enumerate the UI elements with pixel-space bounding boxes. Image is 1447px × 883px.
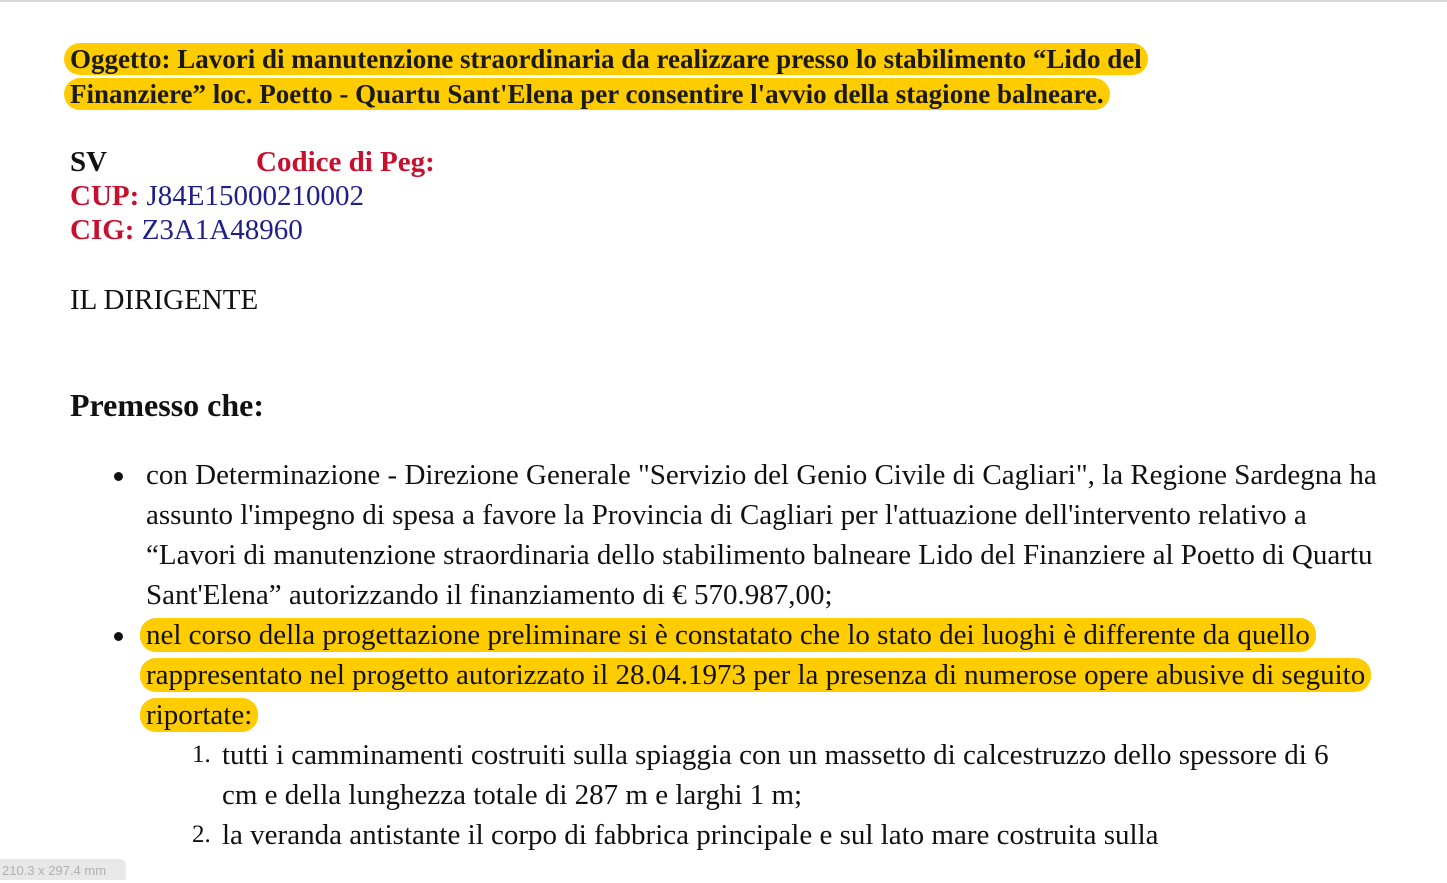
- dirigente-heading: IL DIRIGENTE: [70, 284, 259, 316]
- subject-highlight: [64, 43, 1148, 110]
- numbered-item-text: tutti i camminamenti costruiti sulla spiaggia con un massetto di calcestruzzo dello spessore di 6 cm e della lunghezza totale di 287 m e larghi 1 m;: [222, 739, 1329, 811]
- list-item: [146, 615, 1396, 735]
- list-item-text-highlighted: nel corso della progettazione preliminare si è constatato che lo stato dei luoghi è differente da quello rappresentato nel progetto autorizzato il 28.04.1973 per la presenza di numerose opere abusive di seguito riportate:: [140, 618, 1371, 732]
- subject-heading: [70, 42, 1330, 112]
- subject-line-2: Finanziere” loc. Poetto - Quartu Sant'Elena per consentire l'avvio della stagione balneare.: [70, 79, 1104, 109]
- numbered-item-number: 2.: [192, 821, 211, 848]
- page-size-indicator: 210.3 x 297.4 mm: [0, 859, 126, 880]
- numbered-item: [192, 735, 1362, 815]
- cig-row: [70, 213, 435, 247]
- premesso-heading: Premesso che:: [70, 387, 264, 423]
- sv-row: [70, 145, 435, 179]
- list-item-text: con Determinazione - Direzione Generale "Servizio del Genio Civile di Cagliari", la Regione Sardegna ha assunto l'impegno di spesa a favore la Provincia di Cagliari per l'attuazione dell'intervento relativo a “Lavori di manutenzione straordinaria dello stabilimento balneare Lido del Finanziere al Poetto di Quartu Sant'Elena” autorizzando il finanziamento di € 570.987,00;: [146, 459, 1377, 611]
- numbered-item-number: 1.: [192, 741, 211, 768]
- cig-label: CIG:: [70, 214, 135, 246]
- peg-label: Codice di Peg:: [256, 146, 435, 178]
- sv-label: SV: [70, 146, 108, 178]
- premesso-list: [146, 455, 1396, 855]
- cup-value: J84E15000210002: [146, 180, 365, 212]
- cig-value: Z3A1A48960: [141, 214, 303, 246]
- top-divider: [0, 0, 1447, 2]
- cup-row: [70, 179, 435, 213]
- cup-label: CUP:: [70, 180, 140, 212]
- bullet-icon: [114, 472, 123, 481]
- meta-block: [70, 145, 435, 247]
- list-item: [146, 455, 1396, 615]
- numbered-item: [192, 815, 1362, 855]
- bullet-icon: [114, 632, 123, 641]
- numbered-item-text: la veranda antistante il corpo di fabbrica principale e sul lato mare costruita sulla: [222, 819, 1159, 851]
- subject-line-1: Oggetto: Lavori di manutenzione straordinaria da realizzare presso lo stabilimento “Lido del: [70, 44, 1142, 74]
